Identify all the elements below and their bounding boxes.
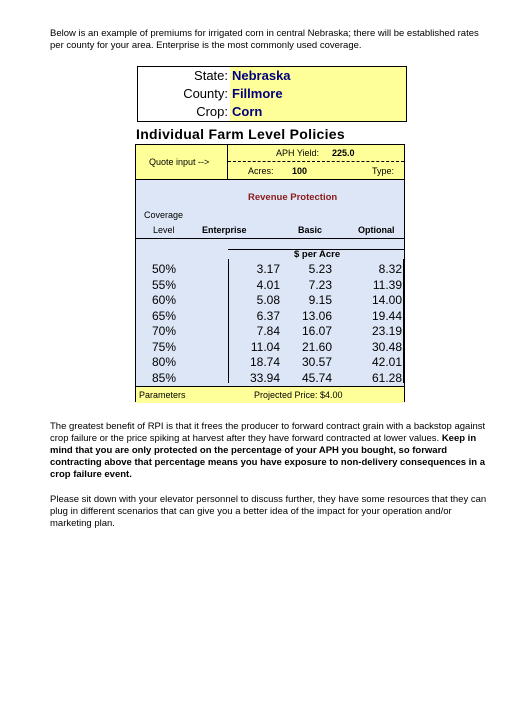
crop-label: Crop: xyxy=(196,104,228,119)
crop-row xyxy=(138,103,406,121)
coverage-header-1: Coverage xyxy=(144,210,184,220)
header-divider xyxy=(136,238,404,239)
optional-cell: 23.19 xyxy=(371,324,402,338)
aph-yield-value[interactable]: 225.0 xyxy=(332,148,355,158)
enterprise-cell: 7.84 xyxy=(256,324,280,338)
basic-cell: 7.23 xyxy=(308,277,332,292)
quote-input-label: Quote input --> xyxy=(149,157,210,167)
crop-value[interactable]: Corn xyxy=(230,103,406,121)
optional-cell: 42.01 xyxy=(371,355,402,369)
table-row xyxy=(136,340,404,355)
quote-input-cell xyxy=(136,145,228,180)
enterprise-cell: 11.04 xyxy=(250,339,280,354)
paragraph-elevator: Please sit down with your elevator personnel to discuss further, they have some resources that they can plug in different scenarios that can give you a better idea of the impact for your operation and/or marketing plan. xyxy=(50,494,487,529)
coverage-level-cell: 70% xyxy=(152,324,177,338)
basic-cell: 30.57 xyxy=(301,355,332,369)
coverage-level-cell: 75% xyxy=(152,339,177,354)
section-title: Individual Farm Level Policies xyxy=(136,126,345,142)
coverage-level-cell: 60% xyxy=(152,293,177,307)
paragraph-benefit xyxy=(50,421,490,481)
county-value[interactable]: Fillmore xyxy=(230,85,406,103)
optional-cell: 11.39 xyxy=(372,277,402,292)
coverage-level-cell: 85% xyxy=(152,370,177,385)
optional-cell: 61.28 xyxy=(371,370,402,385)
acres-cell xyxy=(228,162,404,180)
intro-text: Below is an example of premiums for irrigated corn in central Nebraska; there will be established rates per county for your area. Enterprise is the most commonly used coverage. xyxy=(50,28,479,51)
table-row xyxy=(136,324,404,339)
coverage-header-2: Level xyxy=(153,225,175,235)
paragraph-benefit-normal: The greatest benefit of RPI is that it frees the producer to forward contract grain with a backstop against crop failure or the price spiking at harvest after they have forward contracted at lower values. xyxy=(50,421,486,444)
basic-cell: 13.06 xyxy=(301,308,332,323)
table-row xyxy=(136,309,404,324)
per-acre-divider xyxy=(228,249,404,250)
state-value[interactable]: Nebraska xyxy=(230,67,406,85)
parameters-bar xyxy=(136,386,404,403)
acres-value[interactable]: 100 xyxy=(292,166,308,176)
acres-label: Acres: xyxy=(248,166,274,176)
coverage-level-cell: 55% xyxy=(152,277,177,292)
optional-cell: 19.44 xyxy=(371,308,402,323)
enterprise-cell: 6.37 xyxy=(256,308,280,323)
state-row xyxy=(138,67,406,85)
table-row xyxy=(136,293,404,308)
paragraph-benefit-bold: Keep in mind that you are only protected on the percentage of your APH you bought, so forward contracting above that percentage means you have exposure to non-delivery consequences in a crop failure event. xyxy=(50,433,486,480)
basic-cell: 16.07 xyxy=(301,324,332,338)
enterprise-cell: 33.94 xyxy=(249,370,280,385)
table-row xyxy=(136,278,404,293)
table-row xyxy=(136,355,404,370)
basic-cell: 9.15 xyxy=(308,293,332,307)
enterprise-cell: 4.01 xyxy=(256,277,280,292)
enterprise-cell: 3.17 xyxy=(256,262,280,276)
premium-table xyxy=(135,144,405,402)
product-title: Revenue Protection xyxy=(248,192,338,203)
aph-yield-cell xyxy=(228,145,404,162)
basic-header: Basic xyxy=(298,225,323,235)
basic-cell: 21.60 xyxy=(301,339,332,354)
enterprise-header: Enterprise xyxy=(202,225,247,235)
county-row xyxy=(138,85,406,103)
coverage-level-cell: 50% xyxy=(152,262,177,276)
per-acre-label: $ per Acre xyxy=(294,249,341,260)
state-label: State: xyxy=(194,68,228,83)
aph-yield-label: APH Yield: xyxy=(276,148,320,158)
location-box xyxy=(137,66,407,122)
optional-header: Optional xyxy=(358,225,395,235)
county-label: County: xyxy=(183,86,228,101)
enterprise-cell: 5.08 xyxy=(256,293,280,307)
projected-price: Projected Price: $4.00 xyxy=(254,390,343,400)
parameters-label[interactable]: Parameters xyxy=(139,390,186,400)
table-row xyxy=(136,262,404,277)
table-row xyxy=(136,371,404,386)
optional-cell: 14.00 xyxy=(371,293,402,307)
optional-cell: 8.32 xyxy=(378,262,402,276)
coverage-level-cell: 80% xyxy=(152,355,177,369)
basic-cell: 45.74 xyxy=(301,370,332,385)
basic-cell: 5.23 xyxy=(308,262,332,276)
optional-cell: 30.48 xyxy=(371,339,402,354)
type-label: Type: xyxy=(372,166,395,176)
coverage-level-cell: 65% xyxy=(152,308,177,323)
enterprise-cell: 18.74 xyxy=(249,355,280,369)
